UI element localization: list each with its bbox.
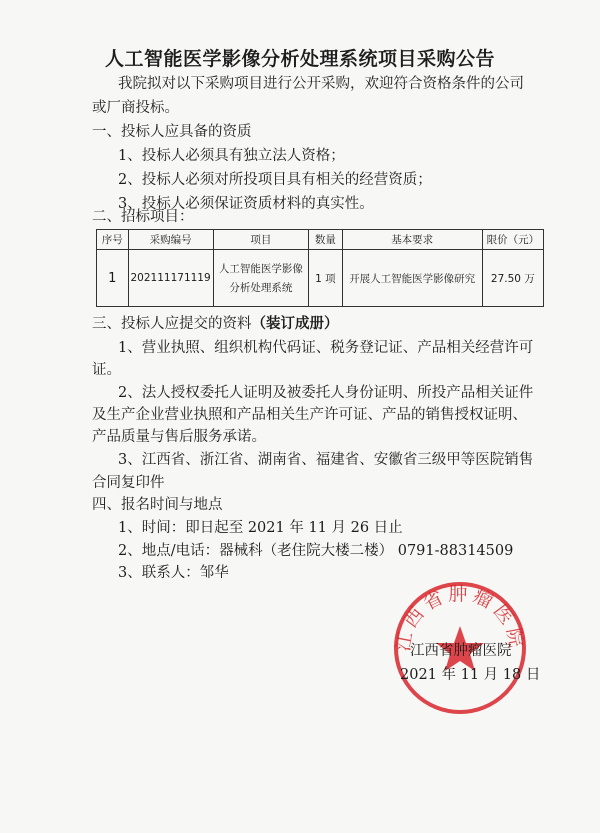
header-price: 限价（元） [482, 230, 543, 250]
section4-item-2: 2、地点/电话：器械科（老住院大楼二楼） 0791-88314509 [118, 543, 514, 559]
header-code: 采购编号 [128, 230, 213, 250]
table-row [97, 250, 544, 307]
section3-p2-line-2: 及生产企业营业执照和产品相关生产许可证、产品的销售授权证明、 [92, 407, 527, 423]
page-title: 人工智能医学影像分析处理系统项目采购公告 [104, 48, 495, 70]
section3-heading-note: （装订成册） [251, 315, 339, 332]
section3-heading-text: 三、投标人应提交的资料 [92, 316, 252, 332]
section4-item-1: 1、时间：即日起至 2021 年 11 月 26 日止 [118, 520, 403, 536]
seal-text: 江西省肿瘤医院 [392, 583, 528, 653]
section1-item-3: 3、投标人必须保证资质材料的真实性。 [118, 196, 374, 212]
cell-requirement: 开展人工智能医学影像研究 [342, 250, 482, 307]
cell-qty: 1 项 [309, 250, 342, 307]
cell-code: 202111171119 [128, 250, 213, 307]
intro-line-2: 或厂商投标。 [92, 100, 179, 116]
section3-p2-line-1: 2、法人授权委托人证明及被委托人身份证明、所投产品相关证件 [118, 385, 534, 401]
section1-item-2: 2、投标人必须对所投项目具有相关的经营资质； [118, 172, 432, 188]
header-no: 序号 [97, 230, 129, 250]
section1-heading: 一、投标人应具备的资质 [92, 124, 252, 140]
section3-p3-line-2: 合同复印件 [92, 475, 165, 491]
section1-item-1: 1、投标人必须具有独立法人资格； [118, 148, 345, 164]
cell-item [213, 250, 309, 307]
cell-item-line-1: 人工智能医学影像 [218, 263, 303, 275]
section3-heading [92, 312, 339, 336]
header-qty: 数量 [309, 230, 342, 250]
bid-table [96, 229, 544, 307]
cell-item-line-2: 分析处理系统 [229, 282, 293, 294]
header-requirement: 基本要求 [342, 230, 482, 250]
cell-price: 27.50 万 [482, 250, 543, 307]
section3-p3-line-1: 3、江西省、浙江省、湖南省、福建省、安徽省三级甲等医院销售 [118, 452, 534, 468]
section2-heading: 二、招标项目： [92, 209, 194, 225]
section4-item-3: 3、联系人：邹华 [118, 565, 229, 581]
section3-p2-line-3: 产品质量与售后服务承诺。 [92, 429, 266, 445]
intro-line-1: 我院拟对以下采购项目进行公开采购，欢迎符合资格条件的公司 [118, 76, 524, 92]
signature-org: 江西省肿瘤医院 [410, 643, 512, 659]
table-header-row [97, 230, 544, 250]
section3-p1-line-1: 1、营业执照、组织机构代码证、税务登记证、产品相关经营许可 [118, 340, 534, 356]
section3-p1-line-2: 证。 [92, 362, 121, 378]
section4-heading: 四、报名时间与地点 [92, 497, 223, 513]
header-item: 项目 [213, 230, 309, 250]
signature-date: 2021 年 11 月 18 日 [400, 667, 541, 683]
cell-no: 1 [97, 250, 129, 307]
